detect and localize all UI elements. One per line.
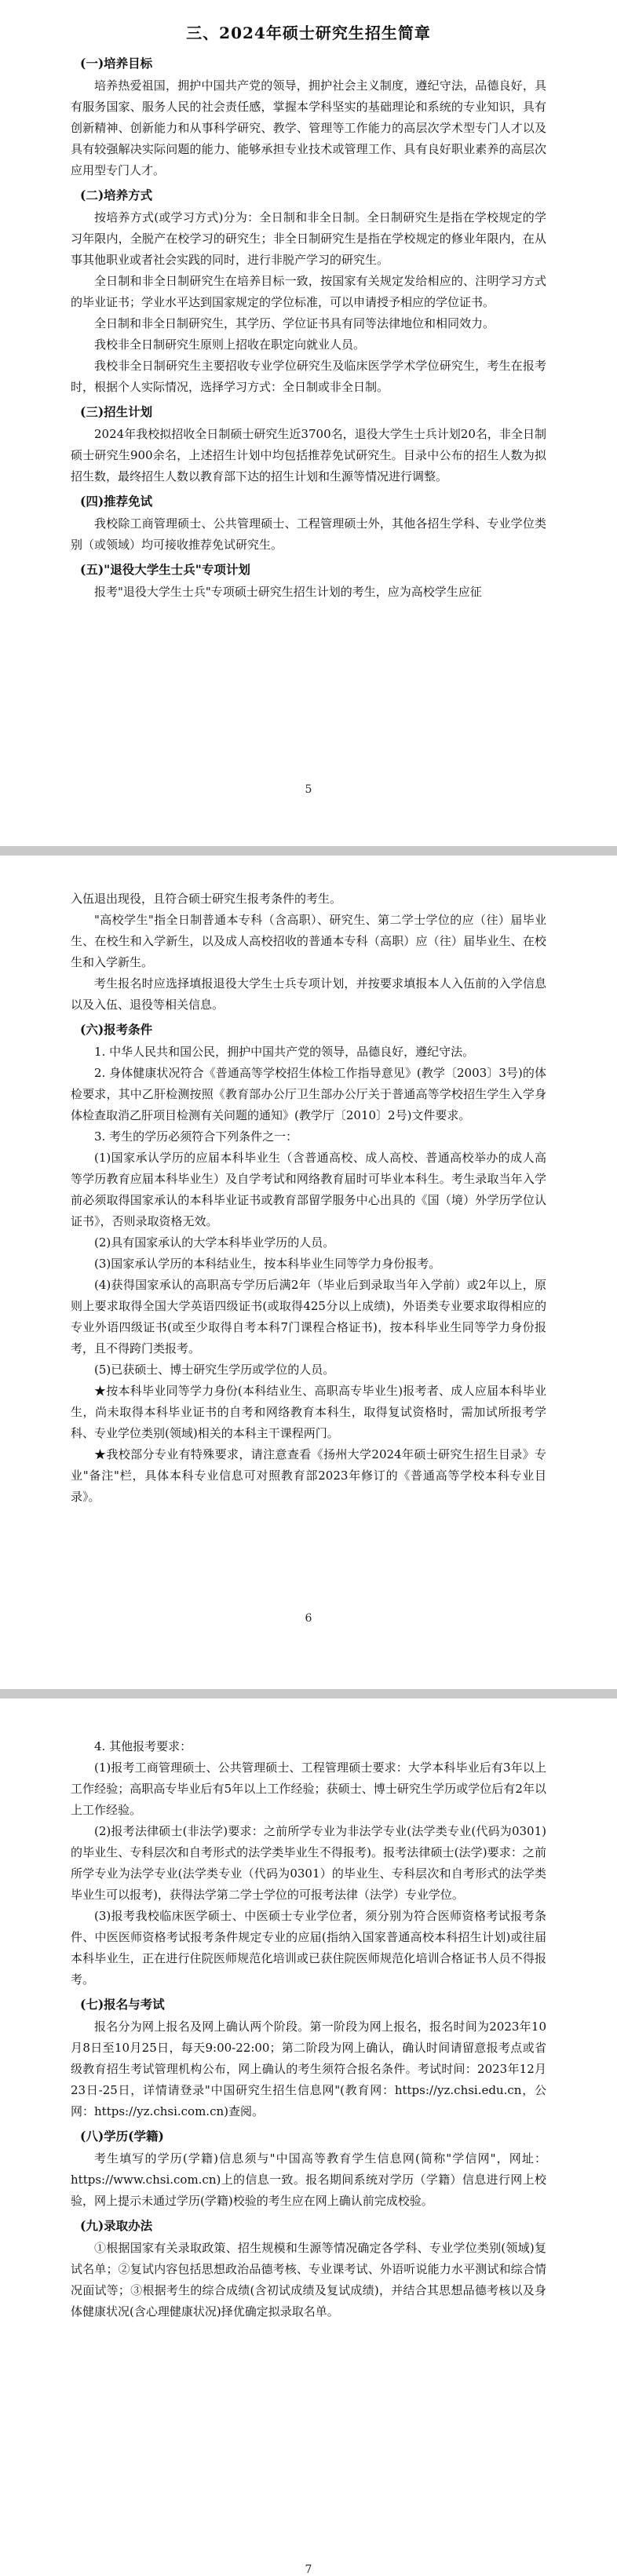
paragraph: 全日制和非全日制研究生在培养目标一致，按国家有关规定发给相应的、注明学习方式的毕业证书；学业水平达到国家规定的学位标准，可以申请授予相应的学位证书。 — [71, 274, 546, 309]
note-star: ★我校部分专业有特殊要求，请注意查看《扬州大学2024年硕士研究生招生目录》专业"备注"栏，具体本科专业信息可对照教育部2023年修订的《普通高等学校本科专业目录》。 — [71, 1447, 546, 1504]
document-title: 三、2024年硕士研究生招生简章 — [186, 24, 431, 42]
section-heading-training-goal: (一)培养目标 — [80, 56, 153, 71]
paragraph: ①根据国家有关录取政策、招生规模和生源等情况确定各学科、专业学位类别(领域)复试名单；②复试内容包括思想政治品德考核、专业课考试、外语听说能力水平测试和综合情况面试等；③根据考生的综合成绩(含初试成绩及复试成绩)，并结合其思想品德考核以及身体健康状况(含心理健康状况)择优确定拟录取名单。 — [71, 2241, 546, 2319]
condition-subitem: (1)国家承认学历的应届本科毕业生（含普通高校、成人高校、普通高校举办的成人高等学历教育应届本科毕业生）及自学考试和网络教育届时可毕业本科生。考生录取当年入学前必须取得国家承认的本科毕业证书或教育部留学服务中心出具的《国（境）外学历学位认证书》，否则录取资格无效。 — [71, 1151, 546, 1228]
page-6 — [0, 856, 617, 1689]
section-heading-recommendation: (四)推荐免试 — [80, 494, 153, 509]
paragraph: 培养热爱祖国，拥护中国共产党的领导，拥护社会主义制度，遵纪守法，品德良好，具有服务国家、服务人民的社会责任感，掌握本学科坚实的基础理论和系统的专业知识，具有创新精神、创新能力和从事科学研究、教学、管理等工作能力的高层次学术型专门人才以及具有较强解决实际问题的能力、能够承担专业技术或管理工作、具有良好职业素养的高层次应用型专门人才。 — [71, 78, 546, 177]
paragraph: 考生填写的学历(学籍)信息须与"中国高等教育学生信息网(简称"学信网"，网址：https://www.chsi.com.cn)上的信息一致。报名期间系统对学历（学籍）信息进行网上校验，网上提示未通过学历(学籍)校验的考生应在网上确认前完成校验。 — [71, 2151, 546, 2208]
condition-subitem: (1)报考工商管理硕士、公共管理硕士、工程管理硕士要求：大学本科毕业后有3年以上工作经验；高职高专毕业后有5年以上工作经验；获硕士、博士研究生学历或学位后有2年以上工作经验。 — [71, 1761, 546, 1817]
condition-subitem: (5)已获硕士、博士研究生学历或学位的人员。 — [94, 1363, 335, 1377]
page-number: 7 — [305, 2563, 312, 2576]
section-heading-registration-exam: (七)报名与考试 — [80, 1997, 165, 2012]
section-heading-admission: (九)录取办法 — [80, 2218, 153, 2233]
page-number: 6 — [305, 1612, 312, 1625]
page-7 — [0, 1698, 617, 2576]
section-heading-training-mode: (二)培养方式 — [80, 188, 153, 203]
paragraph: 我校非全日制研究生主要招收专业学位研究生及临床医学学术学位研究生，考生在报考时，根据个人实际情况，选择学习方式：全日制或非全日制。 — [71, 359, 546, 394]
paragraph: 报考"退役大学生士兵"专项硕士研究生招生计划的考生，应为高校学生应征 — [94, 585, 482, 599]
page-number: 5 — [305, 783, 312, 796]
paragraph: 我校除工商管理硕士、公共管理硕士、工程管理硕士外，其他各招生学科、专业学位类别（或领域）均可接收推荐免试研究生。 — [71, 516, 546, 552]
paragraph: "高校学生"指全日制普通本专科（含高职）、研究生、第二学士学位的应（往）届毕业生、在校生和入学新生，以及成人高校招收的普通本专科（高职）应（往）届毕业生、在校生和入学新生。 — [71, 913, 546, 969]
condition-subitem: (3)国家承认学历的本科结业生，按本科毕业生同等学力身份报考。 — [94, 1257, 441, 1271]
paragraph: 2024年我校拟招收全日制硕士研究生近3700名，退役大学生士兵计划20名，非全日制硕士研究生900余名，上述招生计划中均包括推荐免试研究生。目录中公布的招生人数为拟招生数，最终招生人数以教育部下达的招生计划和生源等情况进行调整。 — [71, 427, 546, 483]
condition-item: 1. 中华人民共和国公民，拥护中国共产党的领导，品德良好，遵纪守法。 — [94, 1045, 475, 1059]
paragraph: 全日制和非全日制研究生，其学历、学位证书具有同等法律地位和相同效力。 — [94, 316, 495, 330]
condition-subitem: (3)报考我校临床医学硕士、中医硕士专业学位者，须分别为符合医师资格考试报考条件、中医医师资格考试报考条件规定专业的应届(指纳入国家普通高校本科招生计划)或往届本科毕业生，正在进行住院医师规范化培训或已获住院医师规范化培训合格证书人员不得报考。 — [71, 1909, 546, 1987]
paragraph: 考生报名时应选择填报退役大学生士兵专项计划，并按要求填报本人入伍前的入学信息以及入伍、退役等相关信息。 — [71, 976, 546, 1012]
condition-subitem: (2)报考法律硕士(非法学)要求：之前所学专业为非法学专业(法学类专业(代码为0301)的毕业生、专科层次和自考形式的法学类毕业生不得报考)。报考法律硕士(法学)要求：之前所学专业为法学专业(法学类专业（代码为0301）的毕业生、专科层次和自考形式的法学类毕业生可以报考)，获得法学第二学士学位的可报考法律（法学）专业学位。 — [71, 1824, 546, 1902]
paragraph: 按培养方式(或学习方式)分为：全日制和非全日制。全日制研究生是指在学校规定的学习年限内，全脱产在校学习的研究生；非全日制研究生是指在学校规定的修业年限内，在从事其他职业或者社会实践的同时，进行非脱产学习的研究生。 — [71, 210, 546, 267]
condition-subitem: (2)具有国家承认的大学本科毕业学历的人员。 — [94, 1235, 335, 1250]
section-heading-veteran-plan: (五)"退役大学生士兵"专项计划 — [80, 562, 250, 577]
paragraph-continued: 入伍退出现役，且符合硕士研究生报考条件的考生。 — [71, 892, 342, 906]
condition-item: 4. 其他报考要求： — [94, 1739, 192, 1753]
note-star: ★按本科毕业同等学力身份(本科结业生、高职高专毕业生)报考者、成人应届本科毕业生，尚未取得本科毕业证书的自考和网络教育本科生，取得复试资格时，需加试所报考学科、专业学位类别(领域)相关的本科主干课程两门。 — [71, 1384, 546, 1440]
paragraph: 我校非全日制研究生原则上招收在职定向就业人员。 — [94, 338, 366, 352]
section-heading-academic-record: (八)学历(学籍) — [80, 2129, 164, 2144]
section-heading-enrollment-plan: (三)招生计划 — [80, 404, 153, 419]
page-5 — [0, 0, 617, 846]
condition-subitem: (4)获得国家承认的高职高专学历后满2年（毕业后到录取当年入学前）或2年以上，原则上要求取得全国大学英语四级证书(或取得425分以上成绩)，外语类专业要求取得相应的专业外语四级证书(或至少取得自考本科7门课程合格证书)，按本科毕业生同等学力身份报考，且不得跨门类报考。 — [71, 1278, 546, 1356]
condition-item: 3. 考生的学历必须符合下列条件之一： — [94, 1129, 298, 1144]
condition-item: 2. 身体健康状况符合《普通高等学校招生体检工作指导意见》(教学〔2003〕3号)的体检要求，其中乙肝检测按照《教育部办公厅卫生部办公厅关于普通高等学校招生学生入学身体检查取消乙肝项目检测有关问题的通知》(教学厅〔2010〕2号)文件要求。 — [71, 1066, 546, 1122]
section-heading-eligibility: (六)报考条件 — [80, 1022, 153, 1037]
paragraph: 报名分为网上报名及网上确认两个阶段。第一阶段为网上报名，报名时间为2023年10月8日至10月25日，每天9:00-22:00；第二阶段为网上确认，确认时间请留意报考点或省级教育招生考试管理机构公布，网上确认的考生须符合报名条件。考试时间：2023年12月23日-25日，详情请登录"中国研究生招生信息网"(教育网：https://yz.chsi.edu.cn，公网：https://yz.chsi.com.cn)查阅。 — [71, 2020, 546, 2118]
